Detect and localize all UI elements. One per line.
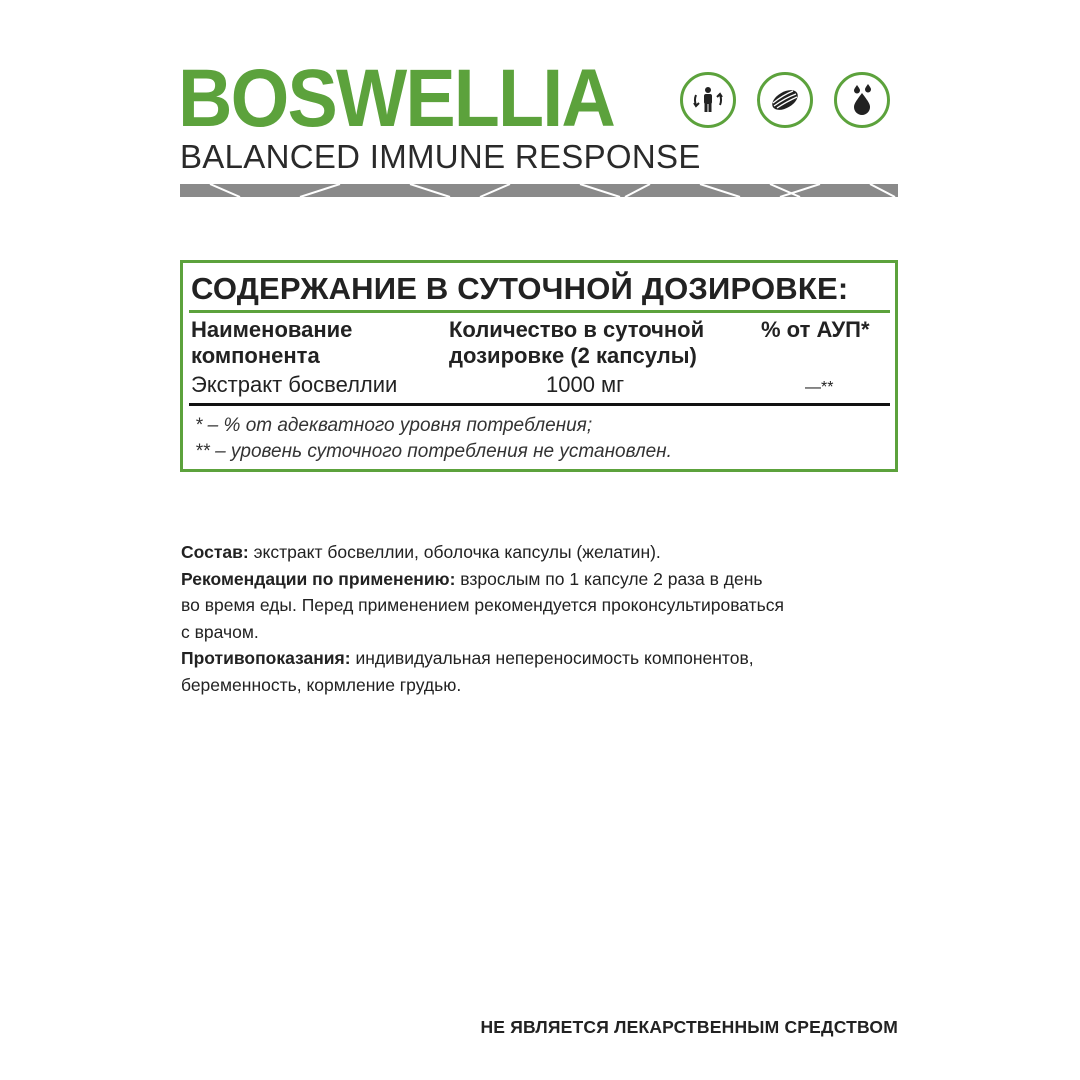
decorative-stripe [180,184,898,197]
panel-divider [189,310,890,313]
disclaimer: НЕ ЯВЛЯЕТСЯ ЛЕКАРСТВЕННЫМ СРЕДСТВОМ [480,1017,898,1037]
nut-seed-icon [757,72,813,128]
footnote-1: * – % от адекватного уровня потребления; [195,415,593,436]
product-info [181,539,901,698]
usage-line-2: во время еды. Перед применением рекомендуется проконсультироваться [181,595,784,615]
column-header-quantity: Количество в суточной дозировке (2 капсулы) [449,317,705,368]
contraindications-line: Противопоказания: индивидуальная непереносимость компонентов, [181,648,754,668]
feature-icons [680,72,890,128]
table-cell-quantity: 1000 мг [546,372,625,397]
usage-line-3: с врачом. [181,621,259,642]
panel-title: СОДЕРЖАНИЕ В СУТОЧНОЙ ДОЗИРОВКЕ: [191,271,849,306]
column-header-name: Наименование компонента [191,317,353,368]
usage-line: Рекомендации по применению: взрослым по 1 капсуле 2 раза в день [181,568,763,589]
footnote-2: ** – уровень суточного потребления не установлен. [195,441,672,462]
person-rotate-icon [680,72,736,128]
water-drops-icon [834,72,890,128]
composition-line: Состав: экстракт босвеллии, оболочка капсулы (желатин). [181,542,661,562]
daily-dosage-panel [180,260,898,472]
column-header-percent: % от АУП* [761,317,870,342]
product-title: BOSWELLIA [178,53,615,144]
table-cell-name: Экстракт босвеллии [191,372,398,397]
product-subtitle: BALANCED IMMUNE RESPONSE [180,138,701,175]
contraindications-line-2: беременность, кормление грудью. [181,674,462,695]
table-cell-percent: —** [805,379,834,396]
table-bottom-rule [189,403,890,406]
